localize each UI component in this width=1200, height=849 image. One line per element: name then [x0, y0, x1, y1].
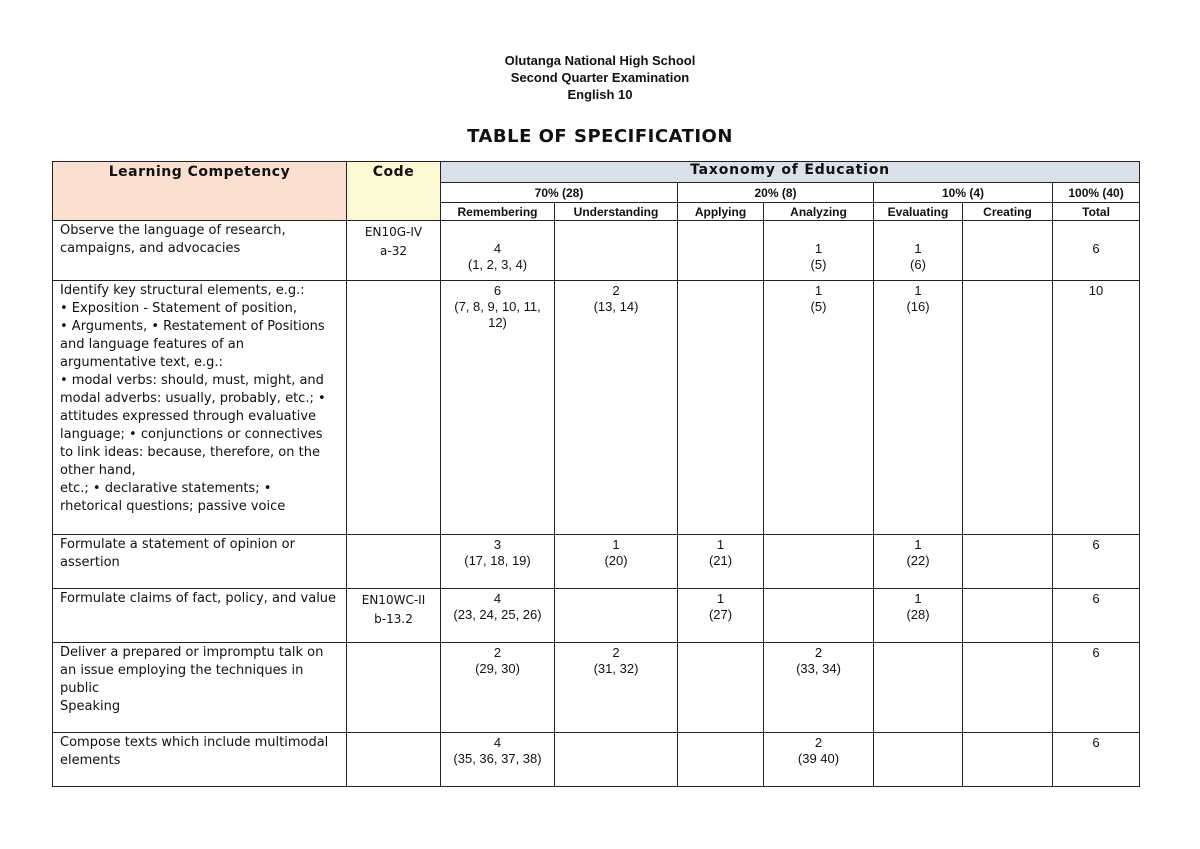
header-pct-70: 70% (28)	[441, 183, 678, 203]
code-cell: EN10G-IVa-32	[347, 221, 441, 281]
creating-cell	[963, 221, 1053, 281]
analyzing-cell	[764, 589, 874, 643]
table-row	[53, 589, 1140, 643]
table-row	[53, 643, 1140, 733]
specification-table	[52, 161, 1140, 787]
evaluating-cell	[874, 643, 963, 733]
evaluating-cell	[874, 733, 963, 787]
header-pct-20: 20% (8)	[678, 183, 874, 203]
header-pct-100: 100% (40)	[1053, 183, 1140, 203]
competency-cell: Observe the language of research, campaigns, and advocacies	[53, 221, 347, 281]
applying-cell: 1 (27)	[678, 589, 764, 643]
evaluating-cell: 1 (28)	[874, 589, 963, 643]
header-code: Code	[347, 162, 441, 221]
creating-cell	[963, 589, 1053, 643]
table-row	[53, 535, 1140, 589]
analyzing-cell	[764, 535, 874, 589]
competency-cell: Deliver a prepared or impromptu talk on an issue employing the techniques in public Speaking	[53, 643, 347, 733]
evaluating-cell: 1 (6)	[874, 221, 963, 281]
remembering-cell: 2 (29, 30)	[441, 643, 555, 733]
competency-cell: Formulate claims of fact, policy, and value	[53, 589, 347, 643]
evaluating-cell: 1 (16)	[874, 281, 963, 535]
remembering-cell: 3 (17, 18, 19)	[441, 535, 555, 589]
code-cell	[347, 643, 441, 733]
total-cell: 6	[1053, 733, 1140, 787]
code-cell: EN10WC-IIb-13.2	[347, 589, 441, 643]
applying-cell	[678, 281, 764, 535]
competency-cell: Identify key structural elements, e.g.: • Exposition - Statement of position, • Arguments, • Restatement of Positions and language features of an argumentative text, e.g.: • modal verbs: should, must, might, and modal adverbs: usually, probably, etc.; • attitudes expressed through evaluative language; • conjunctions or connectives to link ideas: because, therefore, on the other hand, etc.; • declarative statements; • rhetorical questions; passive voice	[53, 281, 347, 535]
total-cell: 10	[1053, 281, 1140, 535]
header-remembering: Remembering	[441, 203, 555, 221]
school-name: Olutanga National High School	[504, 53, 696, 68]
analyzing-cell: 1 (5)	[764, 281, 874, 535]
remembering-cell: 6 (7, 8, 9, 10, 11, 12)	[441, 281, 555, 535]
header-evaluating: Evaluating	[874, 203, 963, 221]
header-applying: Applying	[678, 203, 764, 221]
document-title: TABLE OF SPECIFICATION	[467, 126, 733, 147]
understanding-cell	[555, 589, 678, 643]
understanding-cell: 1 (20)	[555, 535, 678, 589]
evaluating-cell: 1 (22)	[874, 535, 963, 589]
creating-cell	[963, 281, 1053, 535]
applying-cell: 1 (21)	[678, 535, 764, 589]
total-cell: 6	[1053, 535, 1140, 589]
analyzing-cell: 2 (33, 34)	[764, 643, 874, 733]
creating-cell	[963, 535, 1053, 589]
applying-cell	[678, 643, 764, 733]
header-analyzing: Analyzing	[764, 203, 874, 221]
header-pct-10: 10% (4)	[874, 183, 1053, 203]
total-cell: 6	[1053, 221, 1140, 281]
code-cell	[347, 535, 441, 589]
header-creating: Creating	[963, 203, 1053, 221]
understanding-cell	[555, 733, 678, 787]
header-understanding: Understanding	[555, 203, 678, 221]
understanding-cell: 2 (31, 32)	[555, 643, 678, 733]
analyzing-cell: 2 (39 40)	[764, 733, 874, 787]
table-row	[53, 221, 1140, 281]
remembering-cell: 4 (1, 2, 3, 4)	[441, 221, 555, 281]
remembering-cell: 4 (23, 24, 25, 26)	[441, 589, 555, 643]
creating-cell	[963, 733, 1053, 787]
understanding-cell: 2 (13, 14)	[555, 281, 678, 535]
understanding-cell	[555, 221, 678, 281]
code-cell	[347, 733, 441, 787]
table-row	[53, 281, 1140, 535]
applying-cell	[678, 733, 764, 787]
header-total: Total	[1053, 203, 1140, 221]
analyzing-cell: 1 (5)	[764, 221, 874, 281]
document-header	[0, 52, 1200, 103]
creating-cell	[963, 643, 1053, 733]
total-cell: 6	[1053, 643, 1140, 733]
header-learning-competency: Learning Competency	[53, 162, 347, 221]
header-taxonomy: Taxonomy of Education	[441, 162, 1140, 183]
competency-cell: Compose texts which include multimodal elements	[53, 733, 347, 787]
remembering-cell: 4 (35, 36, 37, 38)	[441, 733, 555, 787]
applying-cell	[678, 221, 764, 281]
subject-name: English 10	[567, 87, 633, 102]
total-cell: 6	[1053, 589, 1140, 643]
table-row	[53, 733, 1140, 787]
exam-name: Second Quarter Examination	[510, 70, 690, 85]
code-cell	[347, 281, 441, 535]
competency-cell: Formulate a statement of opinion or assertion	[53, 535, 347, 589]
